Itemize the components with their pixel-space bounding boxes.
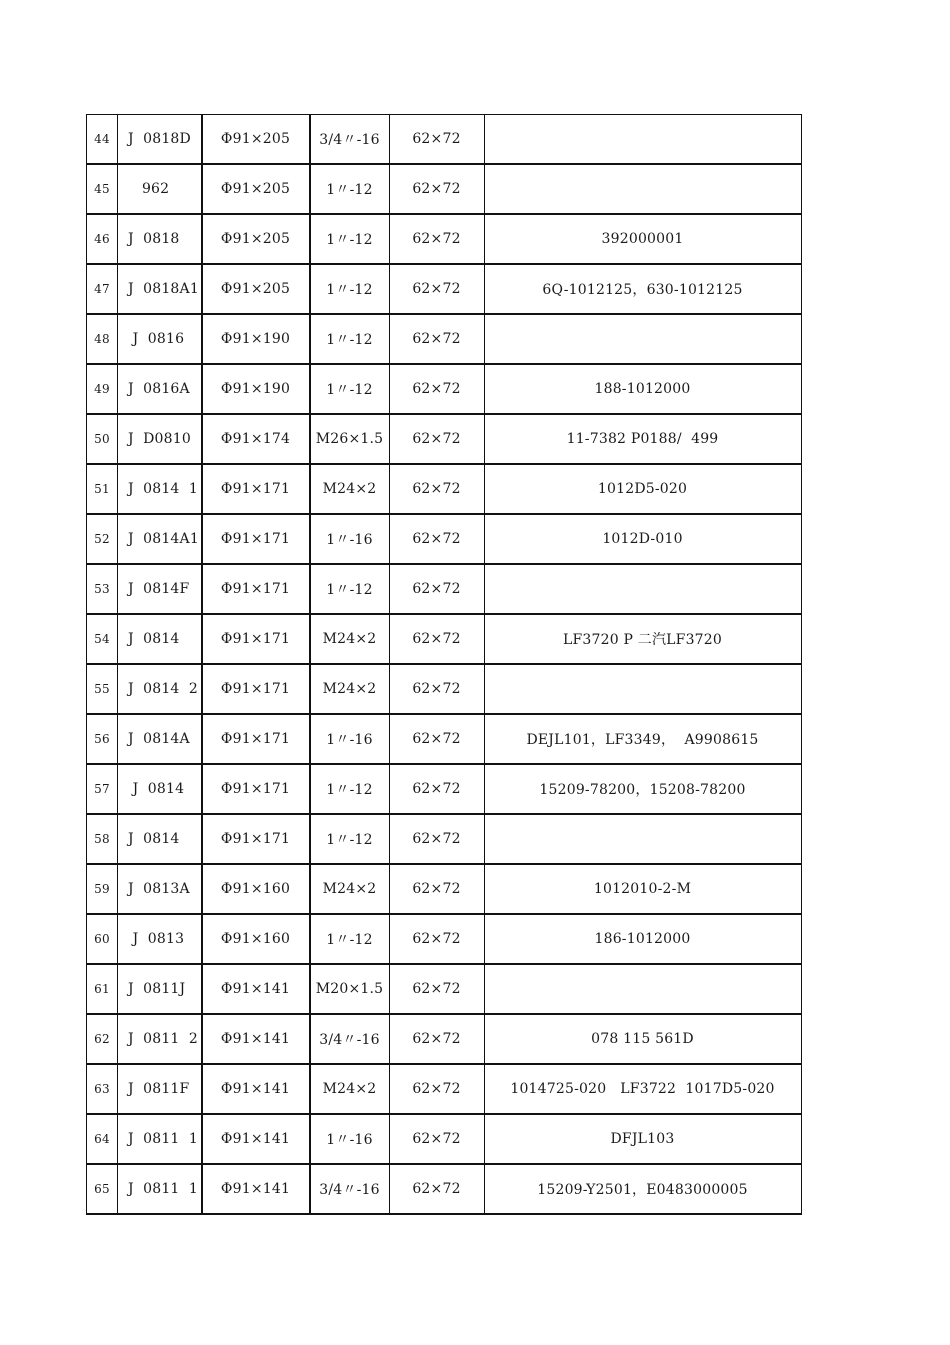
packing-cell: 62×72 [389, 1114, 484, 1164]
table-row [87, 264, 802, 314]
row-number-cell: 50 [87, 414, 118, 464]
packing-cell: 62×72 [389, 314, 484, 364]
packing-cell: 62×72 [389, 1064, 484, 1114]
packing-cell: 62×72 [389, 514, 484, 564]
packing-cell: 62×72 [389, 164, 484, 214]
table-row [87, 514, 802, 564]
thread-cell: 1〃-12 [310, 214, 390, 264]
size-cell: Φ91×171 [202, 814, 310, 864]
table-row [87, 1064, 802, 1114]
packing-cell: 62×72 [389, 564, 484, 614]
size-cell: Φ91×205 [202, 164, 310, 214]
table-row [87, 864, 802, 914]
model-cell: J 0811 2 [118, 1014, 202, 1064]
row-number-cell: 57 [87, 764, 118, 814]
row-number-cell: 56 [87, 714, 118, 764]
packing-cell: 62×72 [389, 714, 484, 764]
thread-cell: M24×2 [310, 864, 390, 914]
model-cell: J 0814A1 [118, 514, 202, 564]
size-cell: Φ91×160 [202, 864, 310, 914]
row-number-cell: 51 [87, 464, 118, 514]
reference-cell: DFJL103 [484, 1114, 801, 1164]
packing-cell: 62×72 [389, 964, 484, 1014]
reference-cell: 1012010-2-M [484, 864, 801, 914]
row-number-cell: 49 [87, 364, 118, 414]
packing-cell: 62×72 [389, 464, 484, 514]
row-number-cell: 53 [87, 564, 118, 614]
row-number-cell: 63 [87, 1064, 118, 1114]
table-row [87, 764, 802, 814]
model-cell: J 0814 [118, 764, 202, 814]
reference-cell [484, 664, 801, 714]
reference-cell: 11-7382 P0188/ 499 [484, 414, 801, 464]
model-cell: J 0811 1 [118, 1114, 202, 1164]
packing-cell: 62×72 [389, 115, 484, 165]
size-cell: Φ91×171 [202, 614, 310, 664]
row-number-cell: 44 [87, 115, 118, 165]
row-number-cell: 59 [87, 864, 118, 914]
model-cell: J 0816A [118, 364, 202, 414]
thread-cell: M24×2 [310, 464, 390, 514]
row-number-cell: 48 [87, 314, 118, 364]
reference-cell: 15209-Y2501，E0483000005 [484, 1164, 801, 1214]
model-cell: J 0811 1 [118, 1164, 202, 1214]
size-cell: Φ91×205 [202, 264, 310, 314]
thread-cell: 1〃-12 [310, 914, 390, 964]
row-number-cell: 64 [87, 1114, 118, 1164]
reference-cell: LF3720 P 二汽LF3720 [484, 614, 801, 664]
size-cell: Φ91×171 [202, 464, 310, 514]
row-number-cell: 55 [87, 664, 118, 714]
model-cell: J 0818D [118, 115, 202, 165]
size-cell: Φ91×171 [202, 664, 310, 714]
packing-cell: 62×72 [389, 1164, 484, 1214]
reference-cell: 15209-78200，15208-78200 [484, 764, 801, 814]
reference-cell [484, 814, 801, 864]
reference-cell: 1014725-020 LF3722 1017D5-020 [484, 1064, 801, 1114]
packing-cell: 62×72 [389, 914, 484, 964]
table-row [87, 964, 802, 1014]
row-number-cell: 61 [87, 964, 118, 1014]
thread-cell: M24×2 [310, 614, 390, 664]
model-cell: J D0810 [118, 414, 202, 464]
row-number-cell: 58 [87, 814, 118, 864]
thread-cell: 1〃-12 [310, 764, 390, 814]
reference-cell: DEJL101，LF3349， A9908615 [484, 714, 801, 764]
table-row [87, 164, 802, 214]
reference-cell: 6Q-1012125，630-1012125 [484, 264, 801, 314]
reference-cell [484, 164, 801, 214]
model-cell: J 0813A [118, 864, 202, 914]
size-cell: Φ91×171 [202, 714, 310, 764]
size-cell: Φ91×171 [202, 764, 310, 814]
packing-cell: 62×72 [389, 264, 484, 314]
thread-cell: 3/4〃-16 [310, 1164, 390, 1214]
table-row [87, 1114, 802, 1164]
table-row [87, 1164, 802, 1214]
size-cell: Φ91×174 [202, 414, 310, 464]
table-row [87, 564, 802, 614]
size-cell: Φ91×190 [202, 314, 310, 364]
parts-table-body [87, 115, 802, 1215]
row-number-cell: 62 [87, 1014, 118, 1064]
table-row [87, 614, 802, 664]
table-row [87, 115, 802, 165]
thread-cell: 3/4〃-16 [310, 1014, 390, 1064]
row-number-cell: 47 [87, 264, 118, 314]
model-cell: J 0814F [118, 564, 202, 614]
size-cell: Φ91×141 [202, 964, 310, 1014]
packing-cell: 62×72 [389, 414, 484, 464]
model-cell: J 0814 [118, 614, 202, 664]
packing-cell: 62×72 [389, 814, 484, 864]
size-cell: Φ91×205 [202, 115, 310, 165]
size-cell: Φ91×141 [202, 1164, 310, 1214]
table-row [87, 414, 802, 464]
thread-cell: M20×1.5 [310, 964, 390, 1014]
thread-cell: 1〃-16 [310, 514, 390, 564]
thread-cell: 1〃-12 [310, 164, 390, 214]
packing-cell: 62×72 [389, 764, 484, 814]
packing-cell: 62×72 [389, 614, 484, 664]
row-number-cell: 54 [87, 614, 118, 664]
packing-cell: 62×72 [389, 214, 484, 264]
row-number-cell: 45 [87, 164, 118, 214]
reference-cell [484, 314, 801, 364]
reference-cell: 1012D5-020 [484, 464, 801, 514]
model-cell: J 0811J [118, 964, 202, 1014]
table-row [87, 464, 802, 514]
model-cell: J 0811F [118, 1064, 202, 1114]
row-number-cell: 60 [87, 914, 118, 964]
model-cell: J 0818 [118, 214, 202, 264]
size-cell: Φ91×190 [202, 364, 310, 414]
row-number-cell: 46 [87, 214, 118, 264]
reference-cell [484, 115, 801, 165]
thread-cell: 1〃-12 [310, 264, 390, 314]
model-cell: J 0814 1 [118, 464, 202, 514]
table-row [87, 714, 802, 764]
model-cell: J 0813 [118, 914, 202, 964]
reference-cell [484, 964, 801, 1014]
packing-cell: 62×72 [389, 364, 484, 414]
table-row [87, 364, 802, 414]
table-row [87, 1014, 802, 1064]
reference-cell [484, 564, 801, 614]
thread-cell: 1〃-16 [310, 1114, 390, 1164]
table-row [87, 664, 802, 714]
packing-cell: 62×72 [389, 864, 484, 914]
reference-cell: 186-1012000 [484, 914, 801, 964]
thread-cell: M26×1.5 [310, 414, 390, 464]
size-cell: Φ91×171 [202, 564, 310, 614]
model-cell: 962 [118, 164, 202, 214]
table-row [87, 214, 802, 264]
table-row [87, 314, 802, 364]
thread-cell: 1〃-12 [310, 314, 390, 364]
row-number-cell: 52 [87, 514, 118, 564]
model-cell: J 0818A1 [118, 264, 202, 314]
thread-cell: 1〃-12 [310, 364, 390, 414]
size-cell: Φ91×141 [202, 1114, 310, 1164]
packing-cell: 62×72 [389, 1014, 484, 1064]
reference-cell: 078 115 561D [484, 1014, 801, 1064]
model-cell: J 0814 2 [118, 664, 202, 714]
parts-table [86, 114, 802, 1215]
size-cell: Φ91×171 [202, 514, 310, 564]
row-number-cell: 65 [87, 1164, 118, 1214]
size-cell: Φ91×141 [202, 1014, 310, 1064]
thread-cell: M24×2 [310, 664, 390, 714]
table-row [87, 914, 802, 964]
reference-cell: 1012D-010 [484, 514, 801, 564]
thread-cell: M24×2 [310, 1064, 390, 1114]
thread-cell: 3/4〃-16 [310, 115, 390, 165]
packing-cell: 62×72 [389, 664, 484, 714]
thread-cell: 1〃-16 [310, 714, 390, 764]
size-cell: Φ91×205 [202, 214, 310, 264]
model-cell: J 0814 [118, 814, 202, 864]
model-cell: J 0814A [118, 714, 202, 764]
thread-cell: 1〃-12 [310, 814, 390, 864]
table-row [87, 814, 802, 864]
model-cell: J 0816 [118, 314, 202, 364]
size-cell: Φ91×141 [202, 1064, 310, 1114]
thread-cell: 1〃-12 [310, 564, 390, 614]
reference-cell: 392000001 [484, 214, 801, 264]
reference-cell: 188-1012000 [484, 364, 801, 414]
size-cell: Φ91×160 [202, 914, 310, 964]
